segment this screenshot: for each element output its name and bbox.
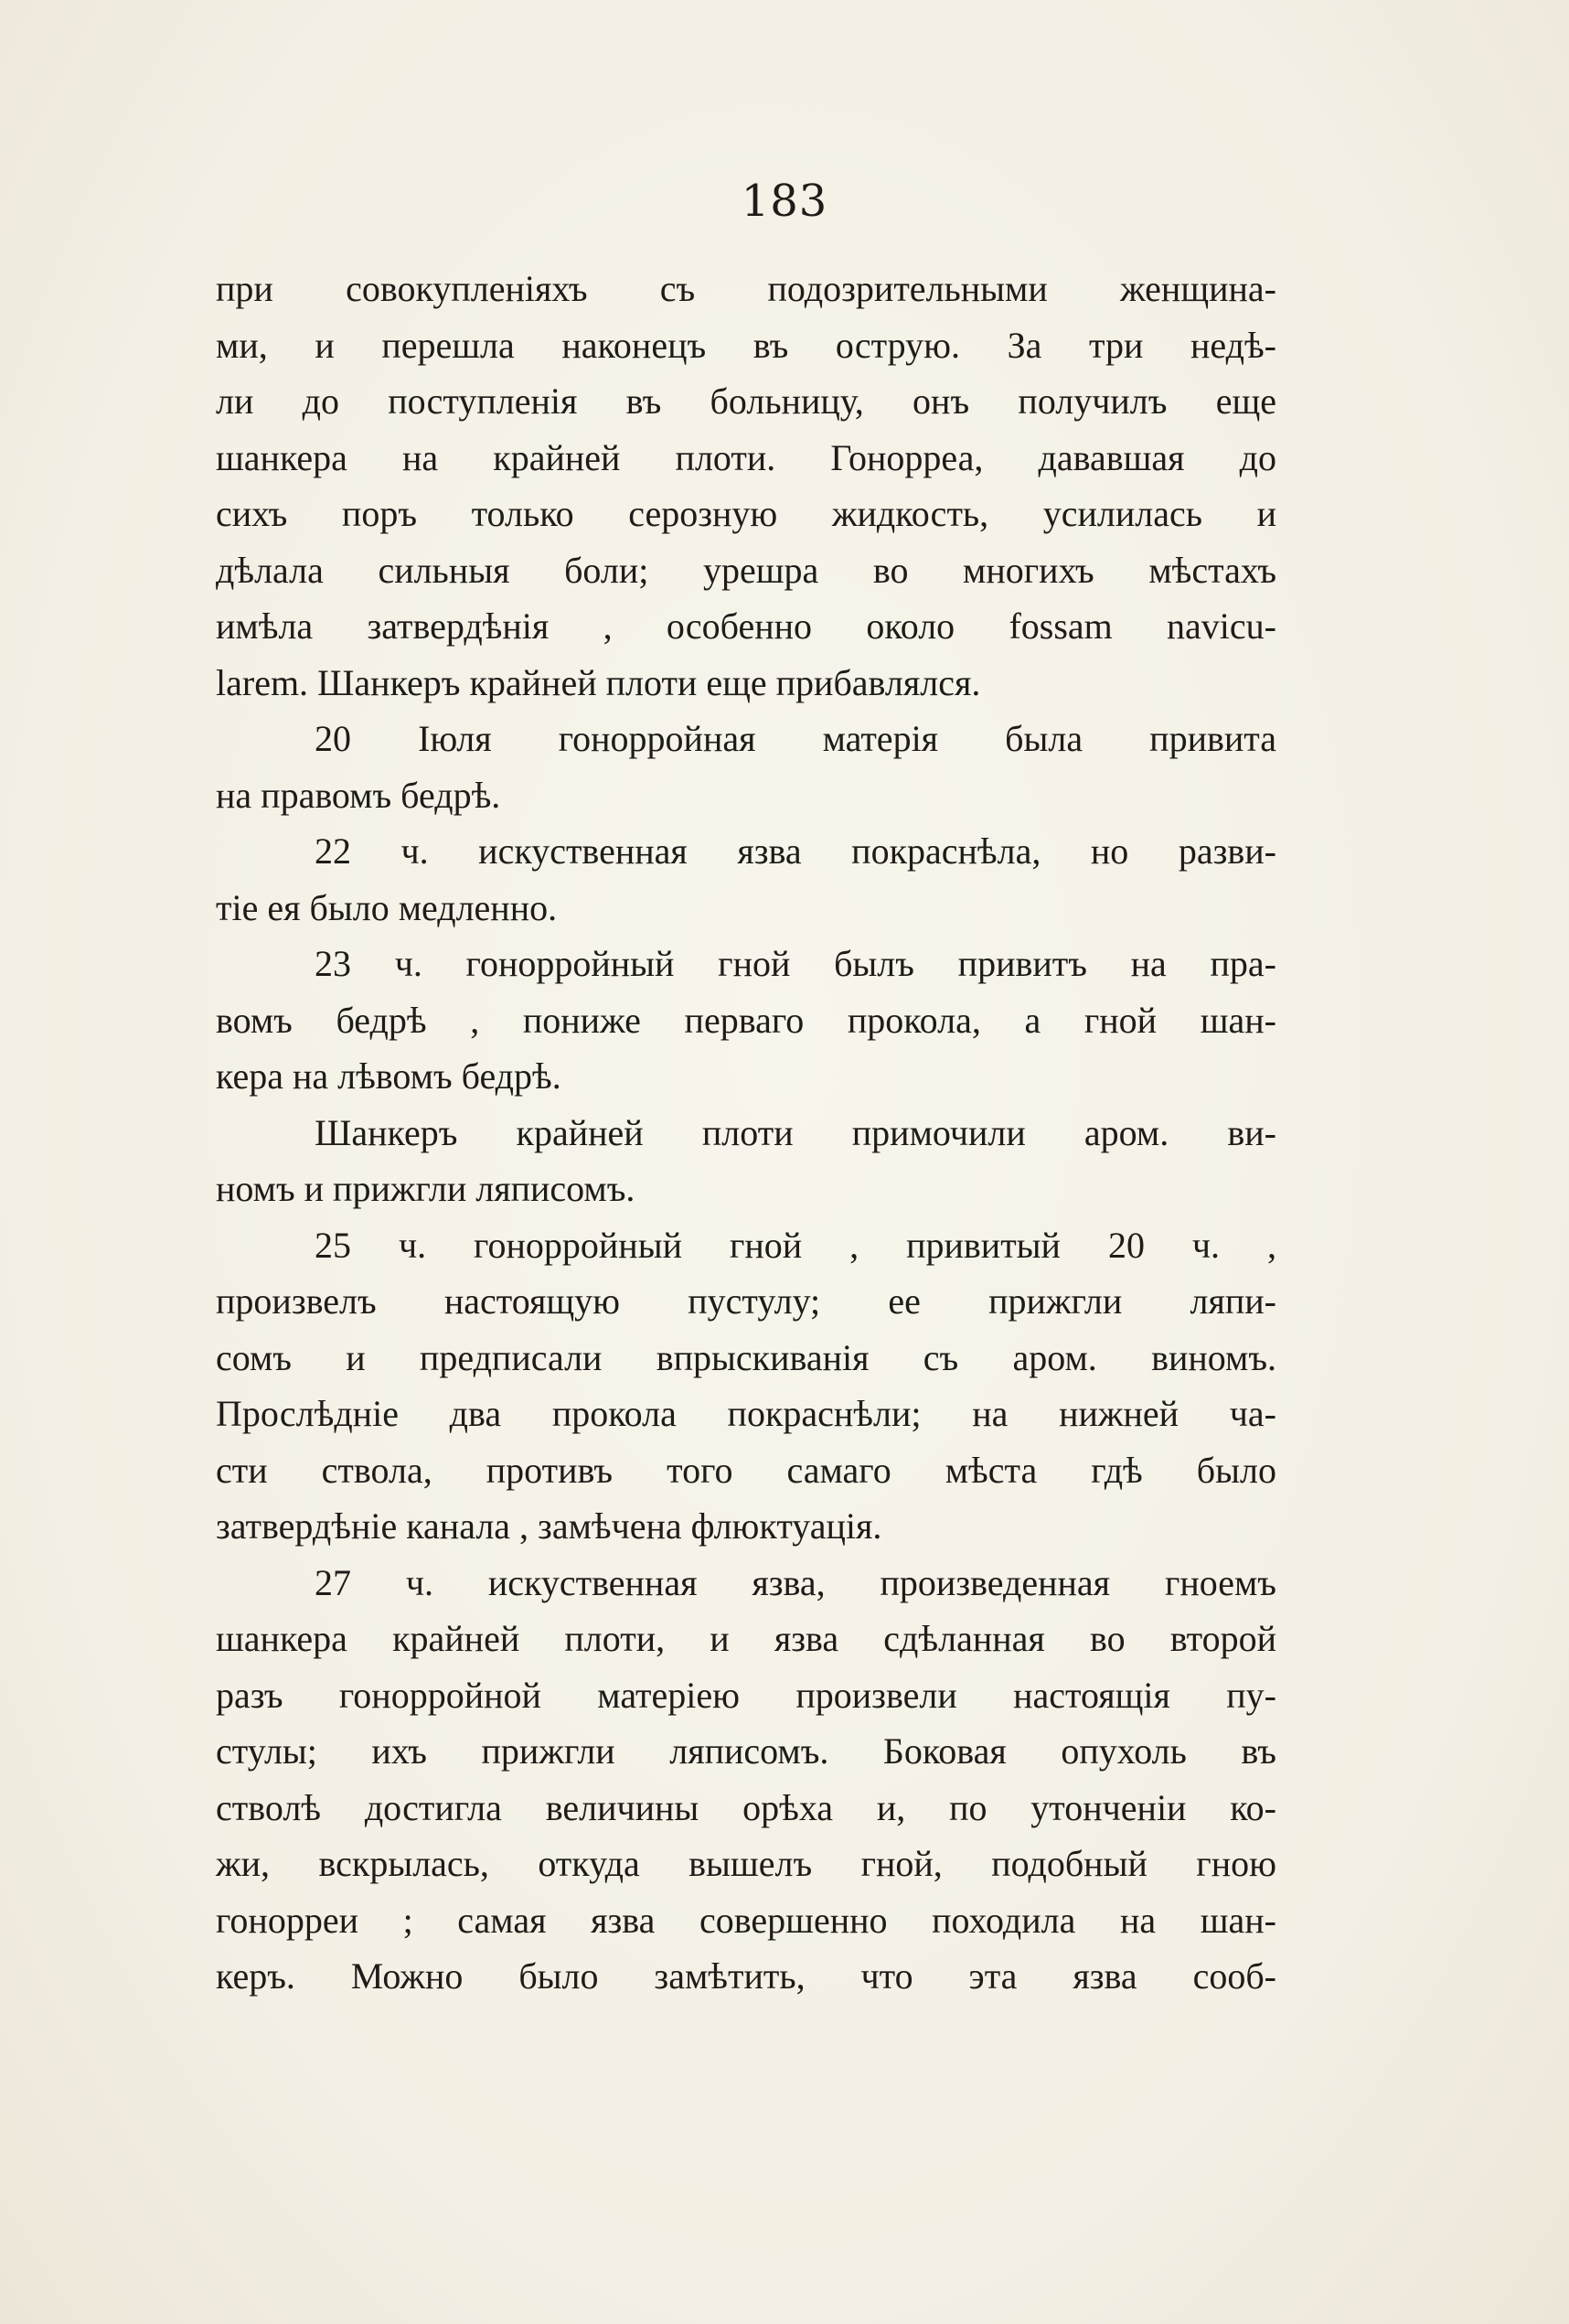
text-line: номъ и прижгли ляписомъ. [216,1168,635,1209]
body-text [216,261,1276,2005]
page-number: 183 [741,176,828,227]
text-line: 23 ч. гонорройный гной былъ привитъ на пра- [315,943,1276,984]
text-line: разъ гонорройной матеріею произвели настоящія пу- [216,1674,1276,1716]
text-line: сомъ и предписали впрыскиванія съ аром. виномъ. [216,1336,1276,1378]
text-line: ми, и перешла наконецъ въ острую. За три недѣ- [216,324,1276,366]
text-line: керъ. Можно было замѣтить, что эта язва сооб- [216,1955,1276,1997]
text-line: шанкера на крайней плоти. Гонорреа, дававшая до [216,436,1276,478]
text-line: ли до поступленія въ больницу, онъ получилъ еще [216,380,1276,422]
text-line: стволѣ достигла величины орѣха и, по утонченіи ко- [216,1786,1276,1828]
text-line: вомъ бедрѣ , пониже перваго прокола, а гной шан- [216,999,1276,1041]
text-line: дѣлала сильныя боли; урешра во многихъ мѣстахъ [216,549,1276,591]
text-line: при совокупленіяхъ съ подозрительными женщина- [216,268,1276,309]
text-line: Шанкеръ крайней плоти примочили аром. ви- [315,1111,1276,1153]
text-line: произвелъ настоящую пустулу; ее прижгли ляпи- [216,1280,1276,1322]
text-line: затвердѣніе канала , замѣчена флюктуація. [216,1505,882,1547]
text-line: сти ствола, противъ того самаго мѣста гдѣ было [216,1449,1276,1491]
text-line: larem. Шанкеръ крайней плоти еще прибавлялся. [216,661,981,703]
text-line: кера на лѣвомъ бедрѣ. [216,1055,561,1097]
text-line: сихъ поръ только серозную жидкость, усилилась и [216,493,1276,534]
text-line: имѣла затвердѣнія , особенно около fossam navicu- [216,605,1276,647]
text-line: тіе ея было медленно. [216,886,558,928]
text-line: 25 ч. гонорройный гной , привитый 20 ч. , [315,1224,1276,1266]
text-line: 27 ч. искуственная язва, произведенная гноемъ [315,1561,1276,1603]
text-line: гонорреи ; самая язва совершенно походила на шан- [216,1899,1276,1941]
text-line: стулы; ихъ прижгли ляписомъ. Боковая опухоль въ [216,1730,1276,1772]
text-line: 22 ч. искуственная язва покраснѣла, но разви- [315,830,1276,872]
text-line: на правомъ бедрѣ. [216,774,501,816]
text-line: жи, вскрылась, откуда вышелъ гной, подобный гною [216,1843,1276,1884]
text-line: Прослѣдніе два прокола покраснѣли; на нижней ча- [216,1393,1276,1434]
text-line: 20 Іюля гонорройная матерія была привита [315,718,1276,759]
text-line: шанкера крайней плоти, и язва сдѣланная во второй [216,1618,1276,1659]
